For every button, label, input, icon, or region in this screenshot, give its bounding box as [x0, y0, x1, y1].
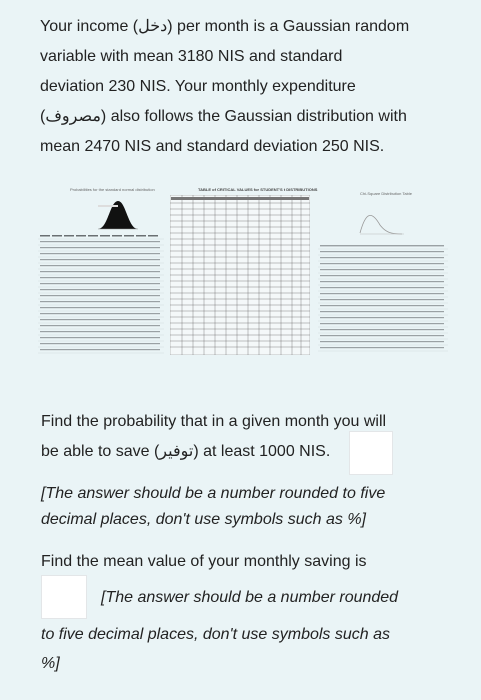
normal-table-title: Probabilities for the standard normal distribution — [70, 187, 155, 192]
answer-2-input[interactable] — [41, 575, 87, 619]
question-1 — [41, 407, 401, 467]
statistical-tables-image — [38, 183, 450, 359]
normal-table-grid — [38, 233, 164, 355]
instruction-line: [The answer should be a number rounded to five — [41, 485, 386, 502]
question-1-line: be able to save (توفير) at least 1000 NIS. — [41, 443, 331, 460]
question-2: Find the mean value of your monthly saving is — [41, 553, 367, 570]
normal-curve-icon — [38, 193, 166, 233]
question-1-line: Find the probability that in a given month you will — [41, 413, 387, 430]
question-2-instruction-line: %] — [41, 655, 60, 672]
problem-line: (مصروف) also follows the Gaussian distribution with — [40, 108, 407, 125]
question-1-instruction — [41, 481, 385, 533]
chi-square-curve-icon — [318, 201, 448, 241]
answer-1-input[interactable] — [349, 431, 393, 475]
instruction-line: decimal places, don't use symbols such as %] — [41, 511, 366, 528]
question-2-instruction-line: [The answer should be a number rounded — [101, 589, 399, 606]
problem-line: mean 2470 NIS and standard deviation 250 NIS. — [40, 138, 385, 155]
problem-statement — [40, 12, 460, 162]
t-table-title: TABLE of CRITICAL VALUES for STUDENT'S t DISTRIBUTIONS — [198, 187, 318, 192]
problem-line: deviation 230 NIS. Your monthly expenditure — [40, 78, 356, 95]
question-2-instruction-line: to five decimal places, don't use symbols such as — [41, 626, 390, 643]
chi-square-table-title: Chi-Square Distribution Table — [360, 191, 412, 196]
problem-line: Your income (دخل) per month is a Gaussian random — [40, 18, 410, 35]
t-table-grid — [170, 195, 310, 355]
chi-square-table-grid — [318, 243, 448, 355]
problem-line: variable with mean 3180 NIS and standard — [40, 48, 343, 65]
